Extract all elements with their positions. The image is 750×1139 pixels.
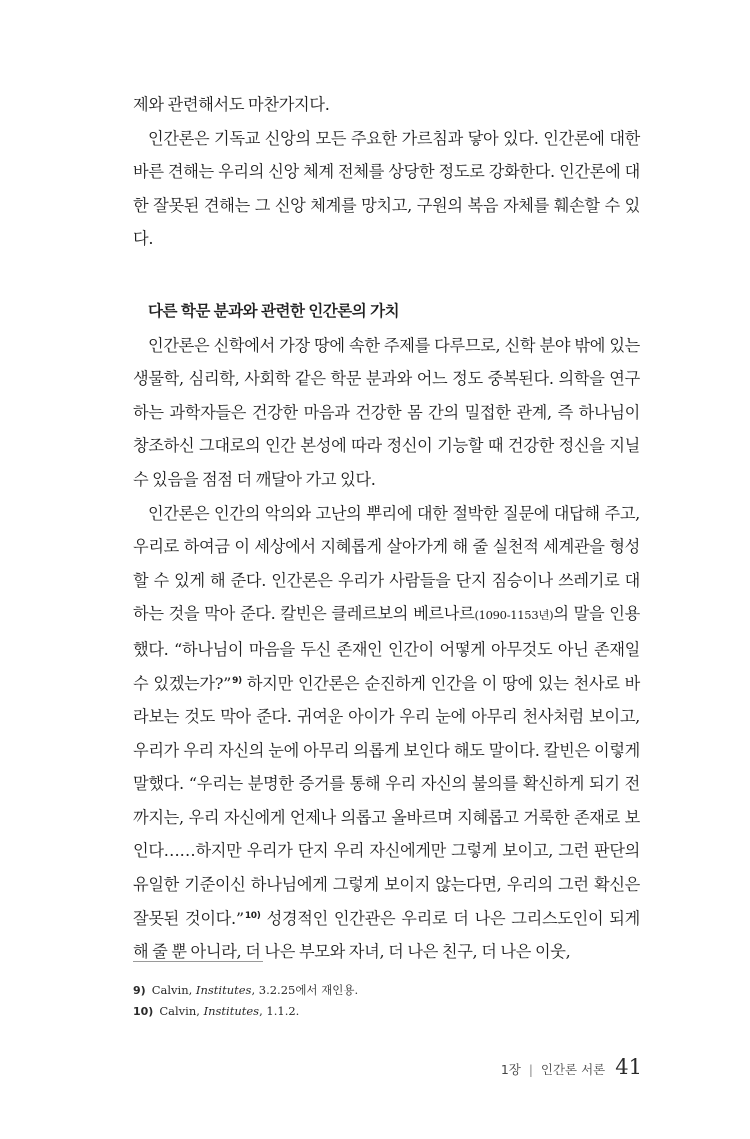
text-run-small: (1090-1153년): [474, 608, 554, 623]
section-heading: 다른 학문 분과와 관련한 인간론의 가치: [148, 301, 400, 320]
footnote-divider: [133, 961, 263, 962]
footnotes: [133, 980, 653, 1022]
paragraph: [133, 497, 640, 969]
paragraph: 인간론은 기독교 신앙의 모든 주요한 가르침과 닿아 있다. 인간론에 대한 바른 견해는 우리의 신앙 체계 전체를 상당한 정도로 강화한다. 인간론에 대한 잘못된 견해는 그 신앙 체계를 망치고, 구원의 복음 자체를 훼손할 수 있다.: [133, 128, 640, 249]
text-run: 성경적인 인간관은 우리로 더 나은 그리스도인이 되게 해 줄 뿐 아니라, 더 나은 부모와 자녀, 더 나은 친구, 더 나은 이웃,: [133, 908, 640, 962]
page-footer: [501, 1055, 642, 1079]
footnote-text: , 1.1.2.: [259, 1004, 300, 1018]
footnote-marker[interactable]: 10): [244, 910, 261, 921]
paragraph: 인간론은 신학에서 가장 땅에 속한 주제를 다루므로, 신학 분야 밖에 있는 생물학, 심리학, 사회학 같은 학문 분과와 어느 정도 중복된다. 의학을 연구하는 과학자들은 건강한 마음과 건강한 몸 간의 밀접한 관계, 즉 하나님이 창조하신 그대로의 인간 본성에 따라 정신이 기능할 때 건강한 정신을 지닐 수 있음을 점점 더 깨달아 가고 있다.: [133, 335, 640, 489]
text-run: 의 말을 인용했다. “하나님이 마음을 두신 존재인 인간이 어떻게 아무것도 아닌 존재일 수 있겠는가?”: [133, 604, 640, 693]
footer-separator: |: [528, 1063, 533, 1077]
footnote: [133, 1001, 653, 1022]
footnote-number: 9): [133, 984, 146, 997]
chapter-label: 1장: [500, 1062, 521, 1077]
text-run: 인간론은 인간의 악의와 고난의 뿌리에 대한 절박한 질문에 대답해 주고, 우리로 하여금 이 세상에서 지혜롭게 살아가게 해 줄 실천적 세계관을 형성할 수 있게 해 준다. 인간론은 우리가 사람들을 단지 짐승이나 쓰레기로 대하는 것을 막아 준다. 칼빈은 클레르보의 베르나르: [133, 503, 640, 624]
footnote-number: 10): [133, 1005, 154, 1018]
footnote-text: , 3.2.25에서 재인용.: [251, 983, 359, 997]
footnote: [133, 980, 653, 1001]
body-text: [133, 88, 640, 969]
text-run: 하지만 인간론은 순진하게 인간을 이 땅에 있는 천사로 바라보는 것도 막아 준다. 귀여운 아이가 우리 눈에 아무리 천사처럼 보이고, 우리가 우리 자신의 눈에 아무리 의롭게 보인다 해도 말이다. 칼빈은 이렇게 말했다. “우리는 분명한 증거를 통해 우리 자신의 불의를 확신하게 되기 전까지는, 우리 자신에게 언제나 의롭고 올바르며 지혜롭고 거룩한 존재로 보인다……하지만 우리가 단지 우리 자신에게만 그렇게 보이고, 그런 판단의 유일한 기준이신 하나님에게 그렇게 보이지 않는다면, 우리의 그런 확신은 잘못된 것이다.”: [133, 673, 640, 928]
footnote-text: Calvin,: [159, 1004, 204, 1018]
footnote-work-title: Institutes: [203, 1004, 260, 1018]
footnote-text: Calvin,: [151, 983, 196, 997]
section-label: 인간론 서론: [540, 1062, 606, 1077]
footnote-work-title: Institutes: [195, 983, 252, 997]
page-number: 41: [615, 1055, 642, 1079]
footnote-marker[interactable]: 9): [232, 675, 242, 686]
paragraph-continued: 제와 관련해서도 마찬가지다.: [133, 95, 330, 114]
